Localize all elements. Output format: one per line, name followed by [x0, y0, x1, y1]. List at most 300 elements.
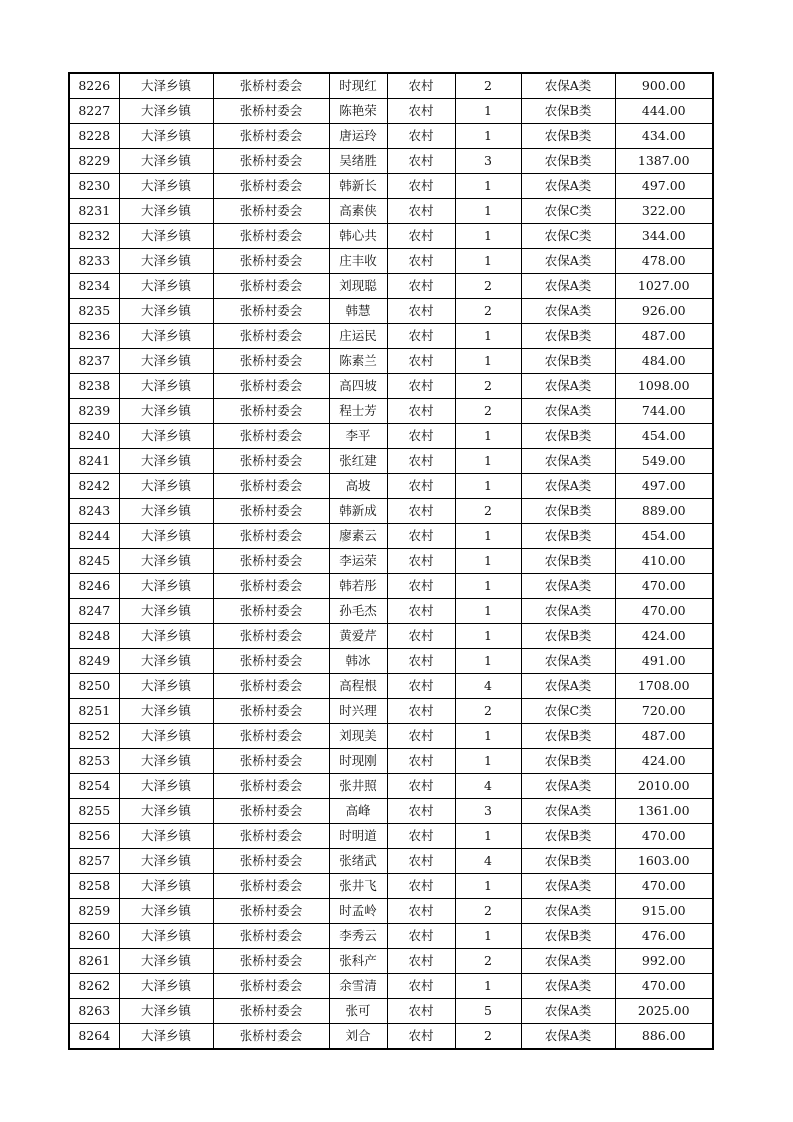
row-number: 8261 — [69, 949, 119, 974]
table-row — [69, 324, 713, 349]
insurance-category-cell: 农保A类 — [521, 474, 615, 499]
row-number: 8250 — [69, 674, 119, 699]
household-count-cell: 1 — [455, 424, 521, 449]
village-committee-cell: 张桥村委会 — [213, 574, 329, 599]
village-committee-cell: 张桥村委会 — [213, 824, 329, 849]
insurance-category-cell: 农保C类 — [521, 199, 615, 224]
person-name-cell: 黄爱芹 — [329, 624, 387, 649]
table-row — [69, 624, 713, 649]
table-row — [69, 399, 713, 424]
residence-type-cell: 农村 — [387, 349, 455, 374]
residence-type-cell: 农村 — [387, 749, 455, 774]
insurance-category-cell: 农保C类 — [521, 224, 615, 249]
household-count-cell: 1 — [455, 249, 521, 274]
village-committee-cell: 张桥村委会 — [213, 549, 329, 574]
amount-cell: 491.00 — [615, 649, 713, 674]
table-row — [69, 674, 713, 699]
amount-cell: 424.00 — [615, 624, 713, 649]
township-cell: 大泽乡镇 — [119, 699, 213, 724]
amount-cell: 487.00 — [615, 724, 713, 749]
township-cell: 大泽乡镇 — [119, 199, 213, 224]
amount-cell: 1708.00 — [615, 674, 713, 699]
amount-cell: 344.00 — [615, 224, 713, 249]
row-number: 8240 — [69, 424, 119, 449]
village-committee-cell: 张桥村委会 — [213, 799, 329, 824]
person-name-cell: 高峰 — [329, 799, 387, 824]
insurance-category-cell: 农保A类 — [521, 799, 615, 824]
table-row — [69, 774, 713, 799]
person-name-cell: 李秀云 — [329, 924, 387, 949]
table-row — [69, 549, 713, 574]
person-name-cell: 庄运民 — [329, 324, 387, 349]
person-name-cell: 时孟岭 — [329, 899, 387, 924]
row-number: 8249 — [69, 649, 119, 674]
township-cell: 大泽乡镇 — [119, 899, 213, 924]
person-name-cell: 陈艳荣 — [329, 99, 387, 124]
household-count-cell: 1 — [455, 174, 521, 199]
person-name-cell: 韩新成 — [329, 499, 387, 524]
row-number: 8236 — [69, 324, 119, 349]
row-number: 8254 — [69, 774, 119, 799]
township-cell: 大泽乡镇 — [119, 399, 213, 424]
table-row — [69, 649, 713, 674]
row-number: 8256 — [69, 824, 119, 849]
household-count-cell: 2 — [455, 299, 521, 324]
insurance-category-cell: 农保C类 — [521, 699, 615, 724]
amount-cell: 549.00 — [615, 449, 713, 474]
insurance-category-cell: 农保A类 — [521, 73, 615, 99]
insurance-category-cell: 农保A类 — [521, 599, 615, 624]
village-committee-cell: 张桥村委会 — [213, 1024, 329, 1050]
residence-type-cell: 农村 — [387, 424, 455, 449]
township-cell: 大泽乡镇 — [119, 624, 213, 649]
residence-type-cell: 农村 — [387, 124, 455, 149]
person-name-cell: 张井照 — [329, 774, 387, 799]
insurance-category-cell: 农保A类 — [521, 949, 615, 974]
household-count-cell: 1 — [455, 724, 521, 749]
person-name-cell: 韩新长 — [329, 174, 387, 199]
table-row — [69, 499, 713, 524]
village-committee-cell: 张桥村委会 — [213, 649, 329, 674]
person-name-cell: 张红建 — [329, 449, 387, 474]
household-count-cell: 1 — [455, 449, 521, 474]
village-committee-cell: 张桥村委会 — [213, 399, 329, 424]
insurance-category-cell: 农保A类 — [521, 999, 615, 1024]
person-name-cell: 李平 — [329, 424, 387, 449]
row-number: 8241 — [69, 449, 119, 474]
residence-type-cell: 农村 — [387, 649, 455, 674]
township-cell: 大泽乡镇 — [119, 949, 213, 974]
amount-cell: 470.00 — [615, 974, 713, 999]
person-name-cell: 时明道 — [329, 824, 387, 849]
person-name-cell: 刘合 — [329, 1024, 387, 1050]
row-number: 8263 — [69, 999, 119, 1024]
table-row — [69, 924, 713, 949]
residence-type-cell: 农村 — [387, 899, 455, 924]
residence-type-cell: 农村 — [387, 799, 455, 824]
household-count-cell: 2 — [455, 374, 521, 399]
row-number: 8230 — [69, 174, 119, 199]
row-number: 8246 — [69, 574, 119, 599]
village-committee-cell: 张桥村委会 — [213, 474, 329, 499]
household-count-cell: 3 — [455, 149, 521, 174]
village-committee-cell: 张桥村委会 — [213, 774, 329, 799]
row-number: 8226 — [69, 73, 119, 99]
village-committee-cell: 张桥村委会 — [213, 974, 329, 999]
township-cell: 大泽乡镇 — [119, 349, 213, 374]
insurance-category-cell: 农保A类 — [521, 399, 615, 424]
residence-type-cell: 农村 — [387, 774, 455, 799]
insurance-category-cell: 农保A类 — [521, 974, 615, 999]
household-count-cell: 4 — [455, 674, 521, 699]
row-number: 8237 — [69, 349, 119, 374]
village-committee-cell: 张桥村委会 — [213, 224, 329, 249]
village-committee-cell: 张桥村委会 — [213, 73, 329, 99]
insurance-category-cell: 农保A类 — [521, 249, 615, 274]
residence-type-cell: 农村 — [387, 99, 455, 124]
amount-cell: 434.00 — [615, 124, 713, 149]
row-number: 8229 — [69, 149, 119, 174]
township-cell: 大泽乡镇 — [119, 574, 213, 599]
table-row — [69, 749, 713, 774]
residence-type-cell: 农村 — [387, 724, 455, 749]
village-committee-cell: 张桥村委会 — [213, 349, 329, 374]
residence-type-cell: 农村 — [387, 974, 455, 999]
township-cell: 大泽乡镇 — [119, 724, 213, 749]
amount-cell: 2025.00 — [615, 999, 713, 1024]
person-name-cell: 时兴理 — [329, 699, 387, 724]
table-row — [69, 299, 713, 324]
row-number: 8242 — [69, 474, 119, 499]
residence-type-cell: 农村 — [387, 599, 455, 624]
township-cell: 大泽乡镇 — [119, 849, 213, 874]
township-cell: 大泽乡镇 — [119, 1024, 213, 1050]
amount-cell: 889.00 — [615, 499, 713, 524]
residence-type-cell: 农村 — [387, 574, 455, 599]
table-row — [69, 124, 713, 149]
amount-cell: 1098.00 — [615, 374, 713, 399]
insurance-category-cell: 农保B类 — [521, 849, 615, 874]
table-row — [69, 199, 713, 224]
person-name-cell: 张科产 — [329, 949, 387, 974]
township-cell: 大泽乡镇 — [119, 599, 213, 624]
household-count-cell: 5 — [455, 999, 521, 1024]
table-row — [69, 824, 713, 849]
village-committee-cell: 张桥村委会 — [213, 324, 329, 349]
row-number: 8260 — [69, 924, 119, 949]
household-count-cell: 1 — [455, 549, 521, 574]
residence-type-cell: 农村 — [387, 874, 455, 899]
residence-type-cell: 农村 — [387, 449, 455, 474]
amount-cell: 444.00 — [615, 99, 713, 124]
insurance-category-cell: 农保A类 — [521, 174, 615, 199]
household-count-cell: 1 — [455, 324, 521, 349]
insurance-category-cell: 农保B类 — [521, 149, 615, 174]
village-committee-cell: 张桥村委会 — [213, 849, 329, 874]
person-name-cell: 刘现聪 — [329, 274, 387, 299]
village-committee-cell: 张桥村委会 — [213, 299, 329, 324]
village-committee-cell: 张桥村委会 — [213, 274, 329, 299]
table-row — [69, 474, 713, 499]
insurance-category-cell: 农保B类 — [521, 824, 615, 849]
table-row — [69, 374, 713, 399]
residence-type-cell: 农村 — [387, 474, 455, 499]
township-cell: 大泽乡镇 — [119, 374, 213, 399]
household-count-cell: 2 — [455, 949, 521, 974]
residence-type-cell: 农村 — [387, 199, 455, 224]
insurance-category-cell: 农保B类 — [521, 324, 615, 349]
residence-type-cell: 农村 — [387, 949, 455, 974]
household-count-cell: 1 — [455, 924, 521, 949]
township-cell: 大泽乡镇 — [119, 774, 213, 799]
residence-type-cell: 农村 — [387, 149, 455, 174]
village-committee-cell: 张桥村委会 — [213, 624, 329, 649]
household-count-cell: 1 — [455, 824, 521, 849]
township-cell: 大泽乡镇 — [119, 224, 213, 249]
insurance-category-cell: 农保B类 — [521, 724, 615, 749]
insurance-category-cell: 农保A类 — [521, 874, 615, 899]
village-committee-cell: 张桥村委会 — [213, 449, 329, 474]
household-count-cell: 1 — [455, 974, 521, 999]
person-name-cell: 刘现美 — [329, 724, 387, 749]
village-committee-cell: 张桥村委会 — [213, 99, 329, 124]
village-committee-cell: 张桥村委会 — [213, 199, 329, 224]
residence-type-cell: 农村 — [387, 674, 455, 699]
row-number: 8252 — [69, 724, 119, 749]
township-cell: 大泽乡镇 — [119, 974, 213, 999]
residence-type-cell: 农村 — [387, 699, 455, 724]
residence-type-cell: 农村 — [387, 849, 455, 874]
table-row — [69, 424, 713, 449]
row-number: 8253 — [69, 749, 119, 774]
person-name-cell: 张井飞 — [329, 874, 387, 899]
insurance-category-cell: 农保A类 — [521, 449, 615, 474]
row-number: 8258 — [69, 874, 119, 899]
village-committee-cell: 张桥村委会 — [213, 699, 329, 724]
township-cell: 大泽乡镇 — [119, 874, 213, 899]
residence-type-cell: 农村 — [387, 224, 455, 249]
table-row — [69, 849, 713, 874]
insurance-category-cell: 农保B类 — [521, 424, 615, 449]
household-count-cell: 4 — [455, 849, 521, 874]
township-cell: 大泽乡镇 — [119, 324, 213, 349]
household-count-cell: 1 — [455, 99, 521, 124]
table-row — [69, 874, 713, 899]
insurance-category-cell: 农保B类 — [521, 349, 615, 374]
residence-type-cell: 农村 — [387, 924, 455, 949]
village-committee-cell: 张桥村委会 — [213, 949, 329, 974]
amount-cell: 478.00 — [615, 249, 713, 274]
insurance-category-cell: 农保A类 — [521, 674, 615, 699]
township-cell: 大泽乡镇 — [119, 824, 213, 849]
village-committee-cell: 张桥村委会 — [213, 674, 329, 699]
amount-cell: 424.00 — [615, 749, 713, 774]
row-number: 8244 — [69, 524, 119, 549]
village-committee-cell: 张桥村委会 — [213, 174, 329, 199]
township-cell: 大泽乡镇 — [119, 99, 213, 124]
household-count-cell: 2 — [455, 73, 521, 99]
township-cell: 大泽乡镇 — [119, 73, 213, 99]
table-row — [69, 174, 713, 199]
insurance-category-cell: 农保A类 — [521, 1024, 615, 1050]
insurance-category-cell: 农保B类 — [521, 99, 615, 124]
township-cell: 大泽乡镇 — [119, 149, 213, 174]
table-row — [69, 899, 713, 924]
household-count-cell: 1 — [455, 599, 521, 624]
insurance-category-cell: 农保A类 — [521, 899, 615, 924]
person-name-cell: 韩慧 — [329, 299, 387, 324]
row-number: 8235 — [69, 299, 119, 324]
household-count-cell: 1 — [455, 524, 521, 549]
village-committee-cell: 张桥村委会 — [213, 249, 329, 274]
residence-type-cell: 农村 — [387, 299, 455, 324]
township-cell: 大泽乡镇 — [119, 749, 213, 774]
residence-type-cell: 农村 — [387, 324, 455, 349]
person-name-cell: 张绪武 — [329, 849, 387, 874]
amount-cell: 886.00 — [615, 1024, 713, 1050]
township-cell: 大泽乡镇 — [119, 674, 213, 699]
amount-cell: 1603.00 — [615, 849, 713, 874]
amount-cell: 484.00 — [615, 349, 713, 374]
household-count-cell: 2 — [455, 399, 521, 424]
township-cell: 大泽乡镇 — [119, 299, 213, 324]
township-cell: 大泽乡镇 — [119, 124, 213, 149]
residence-type-cell: 农村 — [387, 624, 455, 649]
township-cell: 大泽乡镇 — [119, 499, 213, 524]
row-number: 8238 — [69, 374, 119, 399]
village-committee-cell: 张桥村委会 — [213, 599, 329, 624]
township-cell: 大泽乡镇 — [119, 649, 213, 674]
village-committee-cell: 张桥村委会 — [213, 524, 329, 549]
household-count-cell: 2 — [455, 499, 521, 524]
table-row — [69, 349, 713, 374]
row-number: 8227 — [69, 99, 119, 124]
person-name-cell: 庄丰收 — [329, 249, 387, 274]
household-count-cell: 2 — [455, 699, 521, 724]
roster-table-body — [69, 73, 713, 1049]
insurance-category-cell: 农保A类 — [521, 374, 615, 399]
household-count-cell: 1 — [455, 474, 521, 499]
residence-type-cell: 农村 — [387, 524, 455, 549]
row-number: 8248 — [69, 624, 119, 649]
township-cell: 大泽乡镇 — [119, 449, 213, 474]
table-row — [69, 799, 713, 824]
household-count-cell: 1 — [455, 874, 521, 899]
table-row — [69, 699, 713, 724]
amount-cell: 1027.00 — [615, 274, 713, 299]
person-name-cell: 廖素云 — [329, 524, 387, 549]
household-count-cell: 1 — [455, 624, 521, 649]
village-committee-cell: 张桥村委会 — [213, 724, 329, 749]
household-count-cell: 1 — [455, 224, 521, 249]
amount-cell: 497.00 — [615, 174, 713, 199]
township-cell: 大泽乡镇 — [119, 174, 213, 199]
table-row — [69, 1024, 713, 1050]
person-name-cell: 时现红 — [329, 73, 387, 99]
amount-cell: 470.00 — [615, 574, 713, 599]
amount-cell: 497.00 — [615, 474, 713, 499]
row-number: 8257 — [69, 849, 119, 874]
amount-cell: 992.00 — [615, 949, 713, 974]
household-count-cell: 1 — [455, 124, 521, 149]
amount-cell: 744.00 — [615, 399, 713, 424]
township-cell: 大泽乡镇 — [119, 424, 213, 449]
village-committee-cell: 张桥村委会 — [213, 374, 329, 399]
amount-cell: 322.00 — [615, 199, 713, 224]
amount-cell: 915.00 — [615, 899, 713, 924]
row-number: 8239 — [69, 399, 119, 424]
insurance-category-cell: 农保B类 — [521, 549, 615, 574]
insurance-category-cell: 农保A类 — [521, 774, 615, 799]
residence-type-cell: 农村 — [387, 249, 455, 274]
row-number: 8234 — [69, 274, 119, 299]
village-committee-cell: 张桥村委会 — [213, 999, 329, 1024]
row-number: 8264 — [69, 1024, 119, 1050]
amount-cell: 900.00 — [615, 73, 713, 99]
amount-cell: 470.00 — [615, 599, 713, 624]
amount-cell: 2010.00 — [615, 774, 713, 799]
household-count-cell: 1 — [455, 574, 521, 599]
household-count-cell: 1 — [455, 349, 521, 374]
amount-cell: 1387.00 — [615, 149, 713, 174]
amount-cell: 720.00 — [615, 699, 713, 724]
table-row — [69, 949, 713, 974]
person-name-cell: 高程根 — [329, 674, 387, 699]
table-row — [69, 274, 713, 299]
township-cell: 大泽乡镇 — [119, 549, 213, 574]
table-row — [69, 974, 713, 999]
row-number: 8262 — [69, 974, 119, 999]
amount-cell: 410.00 — [615, 549, 713, 574]
township-cell: 大泽乡镇 — [119, 524, 213, 549]
insurance-category-cell: 农保B类 — [521, 499, 615, 524]
row-number: 8231 — [69, 199, 119, 224]
person-name-cell: 高素侠 — [329, 199, 387, 224]
table-row — [69, 724, 713, 749]
household-count-cell: 1 — [455, 199, 521, 224]
table-row — [69, 149, 713, 174]
table-row — [69, 574, 713, 599]
insurance-category-cell: 农保B类 — [521, 749, 615, 774]
residence-type-cell: 农村 — [387, 1024, 455, 1050]
table-row — [69, 99, 713, 124]
amount-cell: 487.00 — [615, 324, 713, 349]
amount-cell: 454.00 — [615, 524, 713, 549]
township-cell: 大泽乡镇 — [119, 999, 213, 1024]
table-row — [69, 73, 713, 99]
village-committee-cell: 张桥村委会 — [213, 924, 329, 949]
village-committee-cell: 张桥村委会 — [213, 149, 329, 174]
residence-type-cell: 农村 — [387, 549, 455, 574]
person-name-cell: 孙毛杰 — [329, 599, 387, 624]
person-name-cell: 李运荣 — [329, 549, 387, 574]
household-count-cell: 1 — [455, 749, 521, 774]
person-name-cell: 吴绪胜 — [329, 149, 387, 174]
person-name-cell: 余雪清 — [329, 974, 387, 999]
table-row — [69, 599, 713, 624]
table-row — [69, 449, 713, 474]
village-committee-cell: 张桥村委会 — [213, 874, 329, 899]
household-count-cell: 2 — [455, 274, 521, 299]
row-number: 8232 — [69, 224, 119, 249]
person-name-cell: 韩若彤 — [329, 574, 387, 599]
row-number: 8245 — [69, 549, 119, 574]
table-row — [69, 249, 713, 274]
residence-type-cell: 农村 — [387, 174, 455, 199]
table-row — [69, 224, 713, 249]
insurance-category-cell: 农保B类 — [521, 524, 615, 549]
insurance-category-cell: 农保A类 — [521, 649, 615, 674]
